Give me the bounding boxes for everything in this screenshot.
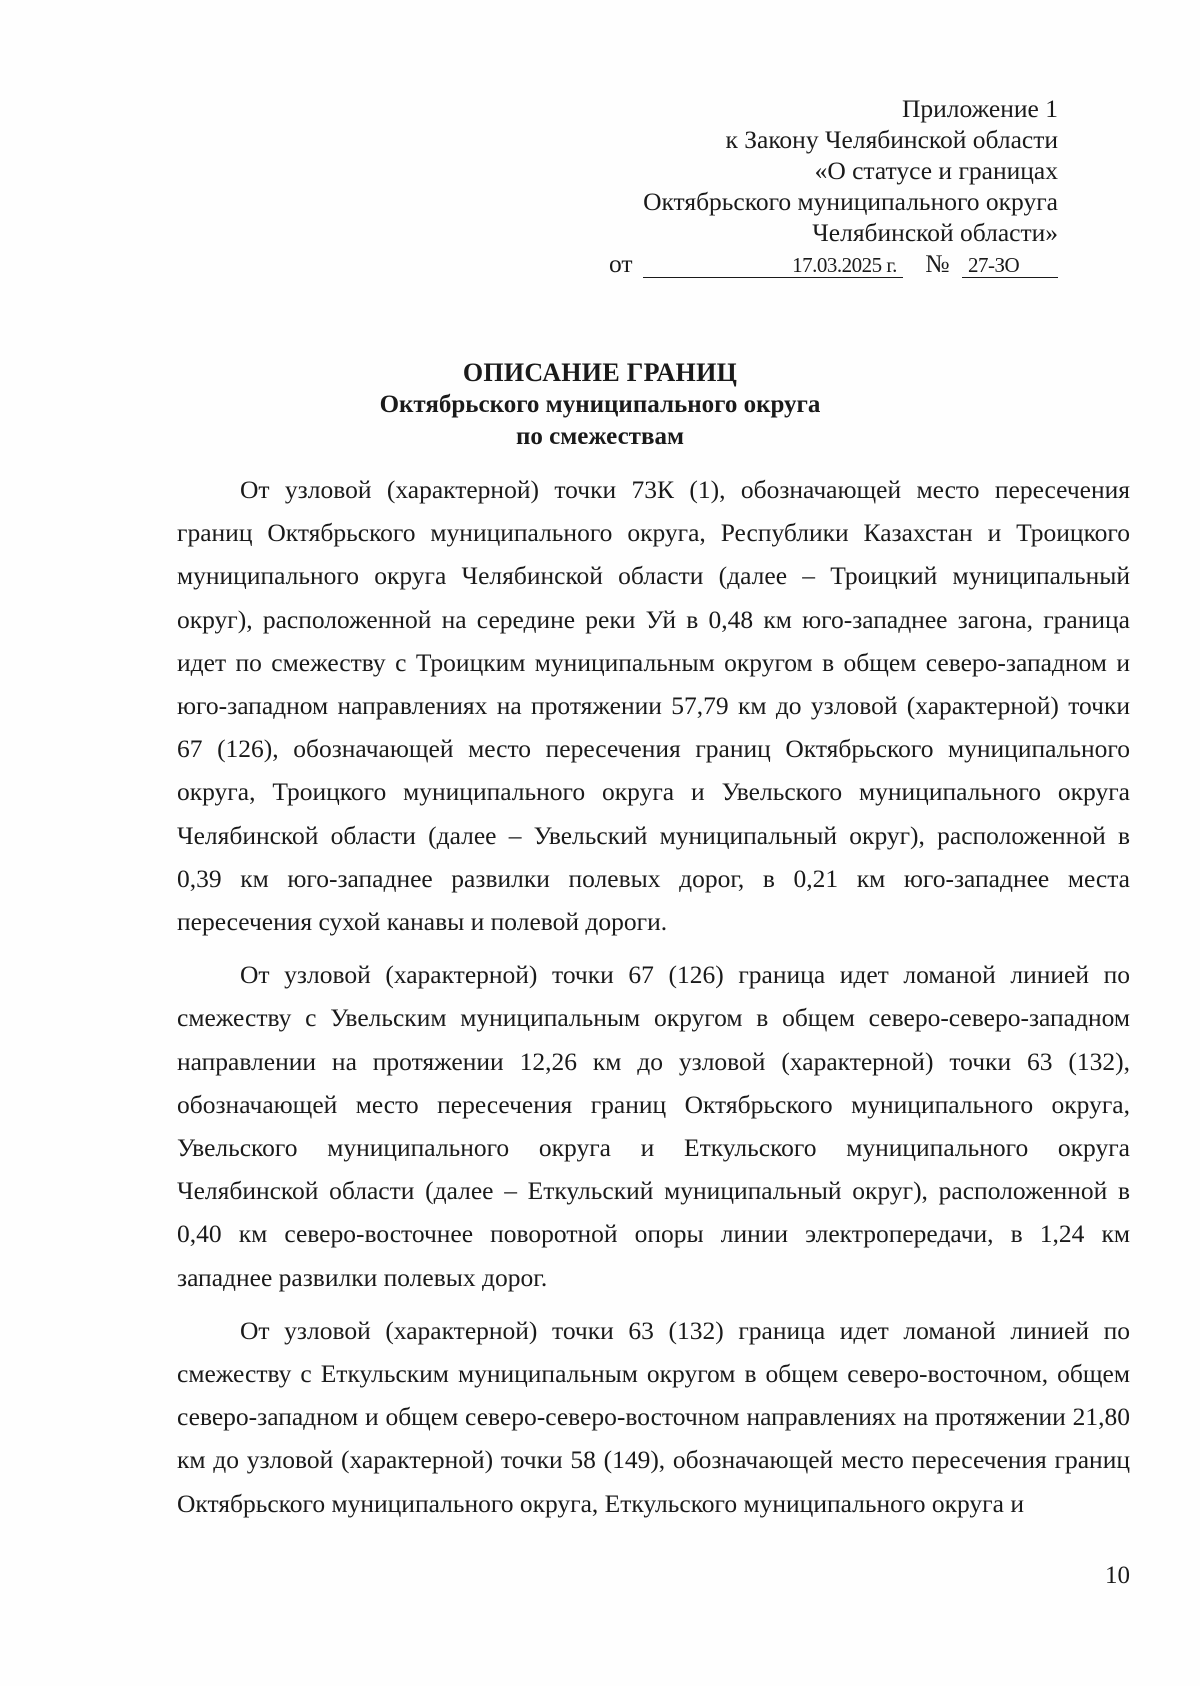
document-title: [0, 357, 1200, 453]
title-line-1: ОПИСАНИЕ ГРАНИЦ: [462, 358, 738, 387]
appendix-line-5: Челябинской области»: [812, 218, 1058, 247]
date-prefix: от: [608, 249, 633, 278]
number-sign: №: [925, 249, 950, 278]
date-number-line: [498, 248, 1058, 279]
appendix-line-4: Октябрьского муниципального округа: [643, 187, 1058, 216]
appendix-line-2: к Закону Челябинской области: [725, 125, 1058, 154]
page-number: 10: [1105, 1562, 1130, 1589]
appendix-line-3: «О статусе и границах: [814, 156, 1058, 185]
paragraph-1: От узловой (характерной) точки 73К (1), обозначающей место пересечения границ Октябрьского муниципального округа, Республики Казахстан и Троицкого муниципального округа Челябинской области (далее – Троицкий муниципальный округ), расположенной на середине реки Уй в 0,48 км юго-западнее загона, граница идет по смежеству с Троицким муниципальным округом в общем северо-западном и юго-западном направлениях на протяжении 57,79 км до узловой (характерной) точки 67 (126), обозначающей место пересечения границ Октябрьского муниципального округа, Троицкого муниципального округа и Увельского муниципального округа Челябинской области (далее – Увельский муниципальный округ), расположенной в 0,39 км юго-западнее развилки полевых дорог, в 0,21 км юго-западнее места пересечения сухой канавы и полевой дороги.: [177, 475, 1130, 937]
appendix-line-1: Приложение 1: [902, 94, 1058, 123]
number-field: 27-ЗО: [962, 253, 1058, 278]
document-body: [177, 468, 1130, 1535]
appendix-header: [498, 93, 1058, 279]
title-line-3: по смежествам: [516, 423, 684, 450]
title-line-2: Октябрьского муниципального округа: [379, 391, 821, 418]
paragraph-3: От узловой (характерной) точки 63 (132) граница идет ломаной линией по смежеству с Еткульским муниципальным округом в общем северо-восточном, общем северо-западном и общем северо-северо-восточном направлениях на протяжении 21,80 км до узловой (характерной) точки 58 (149), обозначающей место пересечения границ Октябрьского муниципального округа, Еткульского муниципального округа и: [177, 1315, 1130, 1518]
date-field: 17.03.2025 г.: [643, 253, 903, 278]
paragraph-2: От узловой (характерной) точки 67 (126) граница идет ломаной линией по смежеству с Увельским муниципальным округом в общем северо-северо-западном направлении на протяжении 12,26 км до узловой (характерной) точки 63 (132), обозначающей место пересечения границ Октябрьского муниципального округа, Увельского муниципального округа и Еткульского муниципального округа Челябинской области (далее – Еткульский муниципальный округ), расположенной в 0,40 км северо-восточнее поворотной опоры линии электропередачи, в 1,24 км западнее развилки полевых дорог.: [177, 960, 1130, 1292]
